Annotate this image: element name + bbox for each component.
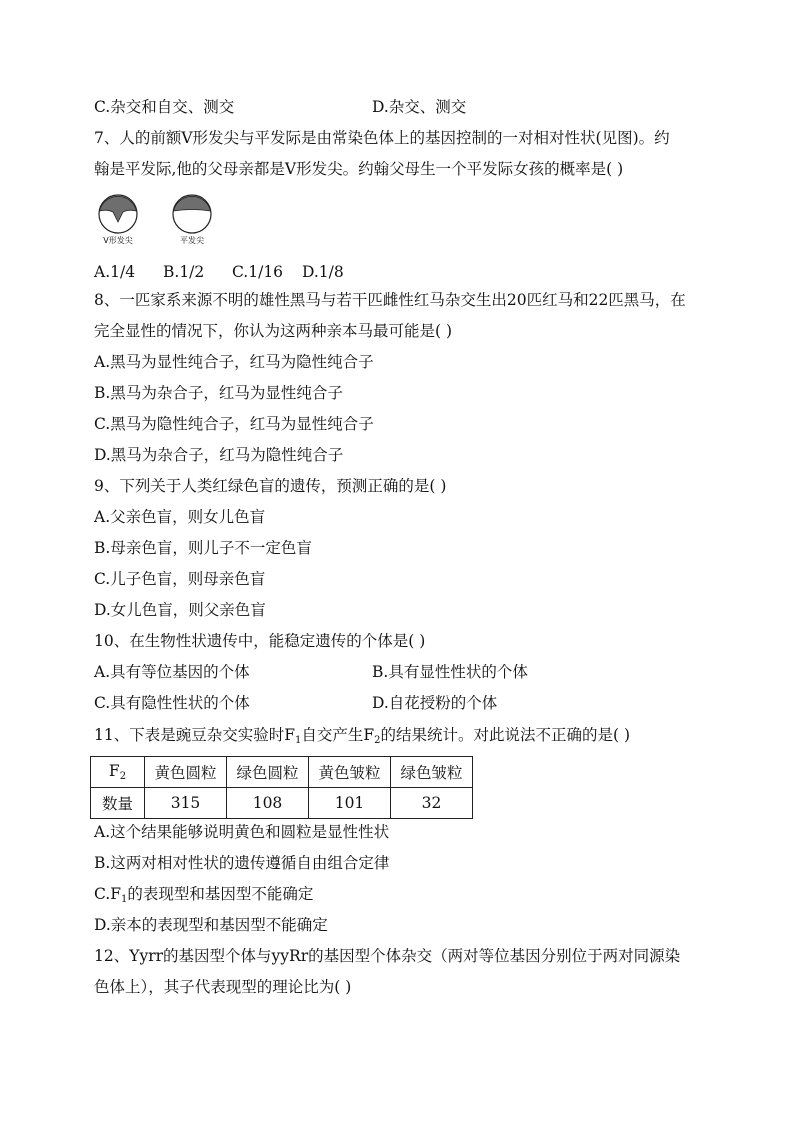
- table-header-f2: [91, 757, 145, 788]
- table-cell: 32: [391, 788, 473, 819]
- table-header-col: 黄色圆粒: [145, 757, 227, 788]
- v-hairline-label: V形发尖: [103, 236, 133, 245]
- q7-stem-line-1: 7、人的前额V形发尖与平发际是由常染色体上的基因控制的一对相对性状(见图)。约: [94, 129, 670, 147]
- q7-hairline-figure: [96, 192, 246, 252]
- q7-option-c: C.1/16: [232, 263, 284, 281]
- q8-option-d: D.黑马为杂合子，红马为隐性纯合子: [94, 446, 344, 464]
- q7-option-d: D.1/8: [302, 263, 344, 281]
- q11-option-c: [94, 884, 313, 910]
- q11-stem-sub-2: 2: [374, 735, 381, 746]
- q9-stem: 9、下列关于人类红绿色盲的遗传，预测正确的是( ): [94, 477, 447, 495]
- q8-stem-line-1: 8、一匹家系来源不明的雄性黑马与若干匹雌性红马杂交生出20匹红马和22匹黑马，在: [94, 291, 686, 309]
- table-header-row: [91, 757, 473, 788]
- q6-option-d: D.杂交、测交: [372, 98, 467, 116]
- q8-option-a: A.黑马为显性纯合子，红马为隐性纯合子: [94, 353, 374, 371]
- q8-option-b: B.黑马为杂合子，红马为显性纯合子: [94, 384, 343, 402]
- table-header-col: 绿色皱粒: [391, 757, 473, 788]
- q10-option-a: A.具有等位基因的个体: [94, 663, 250, 681]
- q7-option-a: A.1/4: [94, 263, 136, 281]
- q11-stem-part-3: 的结果统计。对此说法不正确的是( ): [380, 726, 631, 744]
- table-cell: 108: [227, 788, 309, 819]
- q9-option-b: B.母亲色盲，则儿子不一定色盲: [94, 539, 312, 557]
- q11-option-d: D.亲本的表现型和基因型不能确定: [94, 916, 328, 934]
- flat-hairline-face-icon: [170, 192, 214, 252]
- q10-option-c: C.具有隐性性状的个体: [94, 694, 250, 712]
- q10-option-b: B.具有显性性状的个体: [372, 663, 528, 681]
- table-cell: 101: [309, 788, 391, 819]
- q10-stem: 10、在生物性状遗传中，能稳定遗传的个体是( ): [94, 632, 426, 650]
- q11-stem-part-2: 自交产生F: [301, 726, 375, 744]
- q8-option-c: C.黑马为隐性纯合子，红马为显性纯合子: [94, 415, 374, 433]
- table-header-col: 绿色圆粒: [227, 757, 309, 788]
- q11-option-c-part-2: 的表现型和基因型不能确定: [127, 885, 314, 903]
- q11-stem-sub-1: 1: [294, 735, 302, 746]
- q11-option-a: A.这个结果能够说明黄色和圆粒是显性性状: [94, 823, 390, 841]
- v-hairline-face-icon: [96, 192, 140, 252]
- q11-stem-part-1: 11、下表是豌豆杂交实验时F: [94, 726, 295, 744]
- q7-option-b: B.1/2: [163, 263, 205, 281]
- q9-option-d: D.女儿色盲，则父亲色盲: [94, 601, 266, 619]
- q11-results-table: [90, 756, 473, 819]
- flat-hairline-label: 平发尖: [180, 236, 204, 245]
- f2-sub: 2: [119, 771, 127, 782]
- q12-stem-line-2: 色体上），其子代表现型的理论比为( ): [94, 978, 352, 996]
- q11-stem: [94, 725, 630, 751]
- q10-option-d: D.自花授粉的个体: [372, 694, 498, 712]
- q8-stem-line-2: 完全显性的情况下，你认为这两种亲本马最可能是( ): [94, 322, 453, 340]
- q9-option-a: A.父亲色盲，则女儿色盲: [94, 508, 266, 526]
- f2-main: F: [108, 762, 120, 780]
- q12-stem-line-1: 12、Yyrr的基因型个体与yyRr的基因型个体杂交（两对等位基因分别位于两对同源染: [94, 947, 681, 965]
- q6-option-c: C.杂交和自交、测交: [94, 98, 235, 116]
- q11-option-c-part-1: C.F: [94, 885, 121, 903]
- q11-option-b: B.这两对相对性状的遗传遵循自由组合定律: [94, 854, 390, 872]
- table-row: [91, 788, 473, 819]
- q11-option-c-sub: 1: [121, 894, 128, 905]
- q7-stem-line-2: 翰是平发际,他的父母亲都是V形发尖。约翰父母生一个平发际女孩的概率是( ): [94, 160, 624, 178]
- table-row-label: 数量: [91, 788, 145, 819]
- q9-option-c: C.儿子色盲，则母亲色盲: [94, 570, 266, 588]
- table-header-col: 黄色皱粒: [309, 757, 391, 788]
- table-cell: 315: [145, 788, 227, 819]
